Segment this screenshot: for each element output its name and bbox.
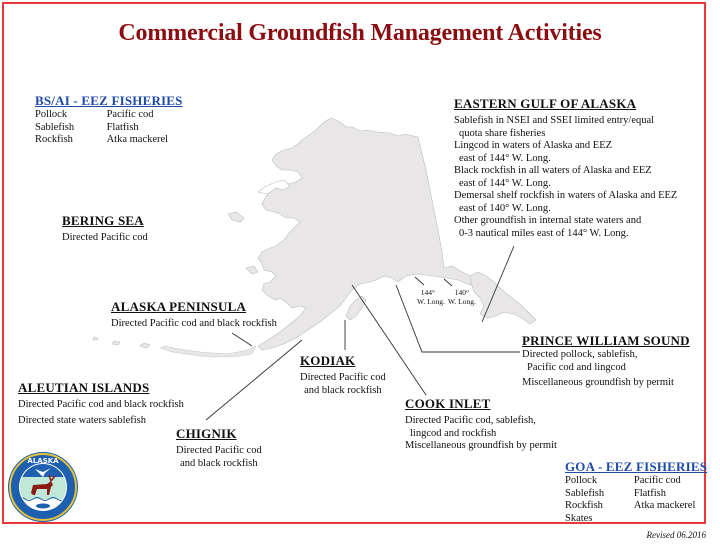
cook-inlet	[405, 396, 557, 453]
alaska-mainland	[258, 118, 476, 350]
chignik-header: CHIGNIK	[176, 426, 237, 441]
alaska-peninsula	[111, 299, 277, 331]
species-item: Flatfish	[633, 487, 666, 499]
text-line: Miscellaneous groundfish by permit	[522, 377, 674, 388]
species-item: Atka mackerel	[106, 134, 169, 145]
cook-inlet-header: COOK INLET	[405, 396, 491, 411]
text-line: Pacific cod and lingcod	[527, 361, 626, 373]
chignik	[176, 426, 262, 470]
text-line: Sablefish in NSEI and SSEI limited entry/equal	[454, 115, 655, 126]
bsai-eez-fisheries	[35, 93, 183, 147]
alaska-peninsula-pointer	[232, 333, 252, 346]
lon-text: W. Long.	[417, 296, 445, 306]
species-item: Pacific cod	[633, 475, 681, 486]
aleutian-islands	[18, 380, 184, 427]
text-line: quota share fisheries	[459, 127, 546, 139]
species-item: Rockfish	[565, 500, 603, 511]
species-item: Atka mackerel	[633, 500, 696, 511]
fish-icon	[36, 504, 50, 509]
species-item: Flatfish	[106, 121, 139, 133]
text-line: Directed Pacific cod	[300, 372, 386, 383]
prince-william-sound	[522, 333, 690, 390]
eastern-gulf-of-alaska	[454, 96, 677, 240]
bsai-eez-header: BS/AI - EEZ FISHERIES	[35, 93, 183, 108]
southeast-panhandle	[470, 272, 536, 324]
lon-text: W. Long.	[448, 296, 476, 306]
lon-deg: 140°	[454, 288, 470, 297]
alaska-peninsula-header: ALASKA PENINSULA	[111, 299, 247, 314]
text-line: Directed Pacific cod	[176, 445, 262, 456]
revised-date: Revised 06.2016	[646, 530, 706, 540]
longitude-144-label	[411, 289, 445, 306]
text-line: east of 144° W. Long.	[459, 152, 551, 164]
pws-header: PRINCE WILLIAM SOUND	[522, 333, 690, 348]
aleutian-islands-header: ALEUTIAN ISLANDS	[18, 380, 150, 395]
text-line: Black rockfish in all waters of Alaska and EEZ	[454, 165, 652, 176]
text-line: Directed state waters sablefish	[18, 414, 146, 426]
eastern-gulf-header: EASTERN GULF OF ALASKA	[454, 96, 637, 111]
lon-deg: 144°	[420, 288, 436, 297]
species-item: Skates	[565, 512, 593, 524]
text-line: Directed Pacific cod	[62, 232, 148, 243]
species-item: Pacific cod	[106, 109, 154, 120]
text-line: Directed Pacific cod and black rockfish	[111, 318, 277, 329]
page-title: Commercial Groundfish Management Activities	[118, 20, 602, 46]
text-line: east of 144° W. Long.	[459, 177, 551, 189]
text-line: Lingcod in waters of Alaska and EEZ	[454, 140, 613, 151]
goa-eez-fisheries	[565, 459, 707, 525]
species-item: Sablefish	[565, 487, 605, 499]
species-item: Pollock	[35, 109, 68, 120]
adfg-logo	[7, 451, 79, 523]
goa-eez-header: GOA - EEZ FISHERIES	[565, 459, 708, 474]
text-line: Other groundfish in internal state waters and	[454, 215, 642, 226]
text-line: Directed Pacific cod, sablefish,	[405, 415, 536, 426]
text-line: and black rockfish	[180, 457, 258, 469]
text-line: and black rockfish	[304, 384, 382, 396]
text-line: east of 140° W. Long.	[459, 202, 551, 214]
text-line: Directed pollock, sablefish,	[522, 349, 638, 360]
longitude-140-label	[448, 289, 476, 306]
species-item: Pollock	[565, 475, 598, 486]
text-line: Directed Pacific cod and black rockfish	[18, 399, 184, 410]
text-line: lingcod and rockfish	[410, 427, 497, 439]
bering-sea-header: BERING SEA	[62, 213, 144, 228]
kodiak-header: KODIAK	[300, 353, 356, 368]
kodiak	[300, 353, 386, 397]
text-line: Demersal shelf rockfish in waters of Alaska and EEZ	[454, 190, 678, 201]
bering-sea	[62, 213, 148, 245]
chignik-pointer	[206, 340, 302, 420]
logo-alaska-text: ALASKA	[27, 457, 59, 465]
species-item: Rockfish	[35, 134, 73, 145]
species-item: Sablefish	[35, 121, 75, 133]
kodiak-island	[346, 296, 366, 320]
text-line: Miscellaneous groundfish by permit	[405, 440, 557, 451]
text-line: 0-3 nautical miles east of 144° W. Long.	[459, 227, 629, 239]
